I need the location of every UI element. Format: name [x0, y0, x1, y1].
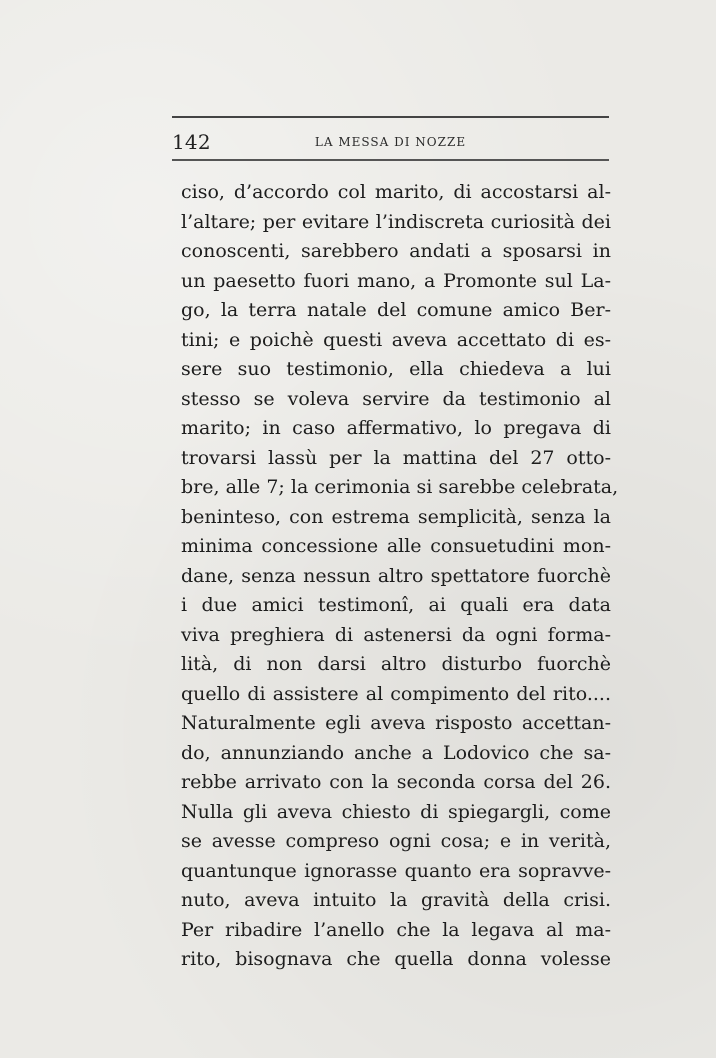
text-line: beninteso, con estrema semplicità, senza la [181, 505, 611, 528]
text-line: viva preghiera di astenersi da ogni forma- [181, 623, 611, 646]
text-line: tini; e poichè questi aveva accettato di es- [181, 328, 611, 351]
text-line: nuto, aveva intuito la gravità della crisi. [181, 889, 611, 911]
body-text [181, 178, 619, 975]
page-number: 142 [172, 130, 211, 154]
text-line: lità, di non darsi altro disturbo fuorchè [181, 653, 611, 675]
text-line: i due amici testimonî, ai quali era data [181, 594, 611, 616]
text-line: dane, senza nessun altro spettatore fuorchè [181, 564, 611, 587]
header-rule [172, 159, 609, 161]
page-header [172, 130, 609, 154]
text-line: go, la terra natale del comune amico Ber- [181, 299, 611, 321]
text-line: marito; in caso affermativo, lo pregava di [181, 417, 611, 439]
text-line: quantunque ignorasse quanto era sopravve- [181, 859, 611, 882]
text-line: stesso se voleva servire da testimonio al [181, 387, 611, 410]
text-line: sere suo testimonio, ella chiedeva a lui [181, 358, 611, 380]
text-line: Nulla gli aveva chiesto di spiegargli, come [181, 800, 611, 823]
text-line: un paesetto fuori mano, a Promonte sul La- [181, 269, 611, 292]
text-line: quello di assistere al compimento del rito.... [181, 682, 611, 705]
text-line: do, annunziando anche a Lodovico che sa- [181, 741, 611, 764]
top-rule [172, 116, 609, 118]
text-line: l’altare; per evitare l’indiscreta curiosità dei [181, 210, 611, 233]
text-line: rito, bisognava che quella donna volesse [181, 948, 611, 970]
text-line: trovarsi lassù per la mattina del 27 otto- [181, 446, 611, 469]
text-line: se avesse compreso ogni cosa; e in verità, [181, 830, 611, 852]
text-line: Per ribadire l’anello che la legava al ma- [181, 918, 611, 941]
text-line: rebbe arrivato con la seconda corsa del 26. [181, 771, 611, 793]
text-line: conoscenti, sarebbero andati a sposarsi in [181, 240, 611, 262]
text-line: minima concessione alle consuetudini mon- [181, 535, 611, 557]
text-line: Naturalmente egli aveva risposto accettan- [181, 712, 611, 734]
running-title: LA MESSA DI NOZZE [314, 135, 467, 149]
text-line: ciso, d’accordo col marito, di accostarsi al- [181, 181, 611, 203]
text-line: bre, alle 7; la cerimonia si sarebbe celebrata, [181, 476, 619, 498]
